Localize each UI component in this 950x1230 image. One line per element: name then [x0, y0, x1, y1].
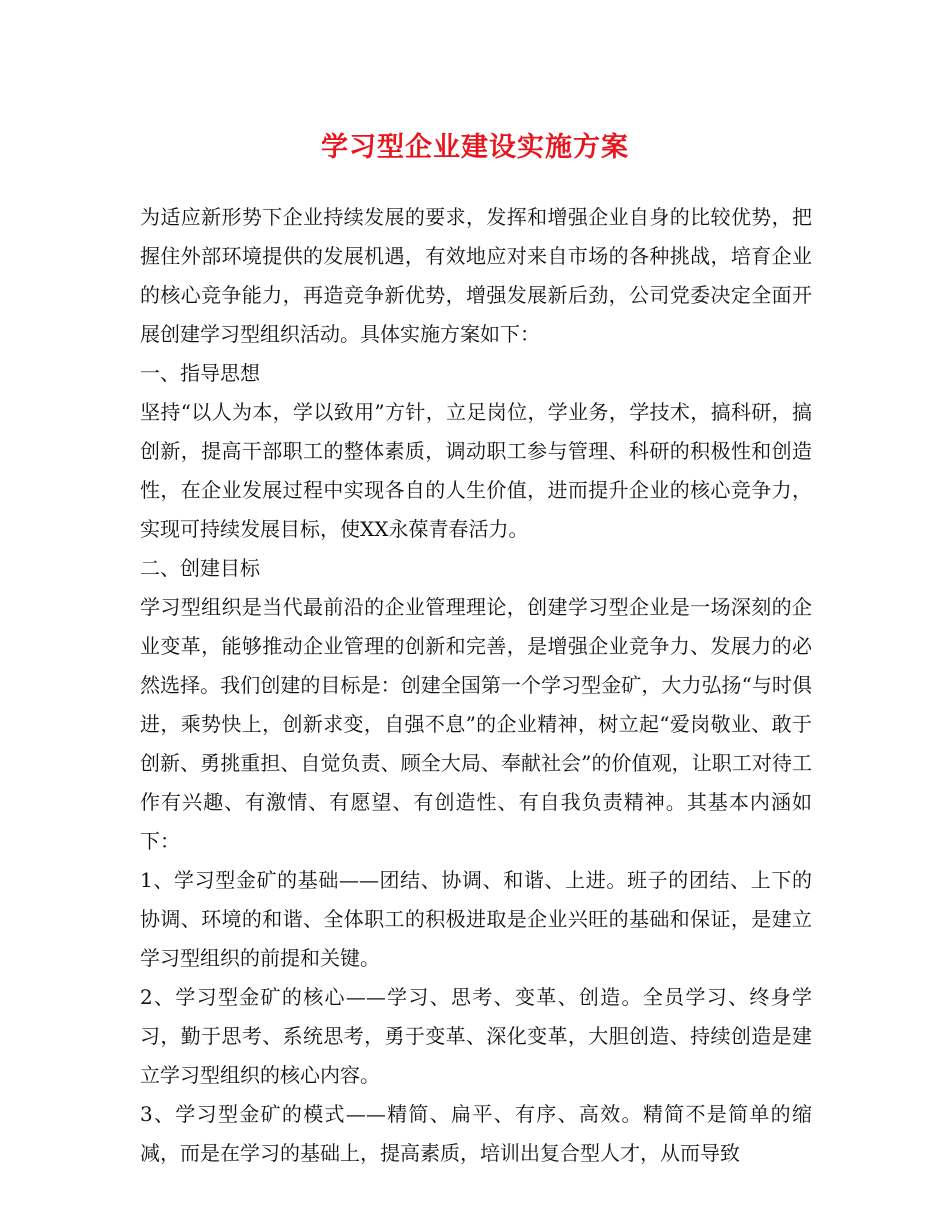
- intro-paragraph: 为适应新形势下企业持续发展的要求，发挥和增强企业自身的比较优势，把握住外部环境提供的发展机遇，有效地应对来自市场的各种挑战，培育企业的核心竞争能力，再造竞争新优势，增强发展新后劲，公司党委决定全面开展创建学习型组织活动。具体实施方案如下：: [140, 205, 812, 346]
- document-title: 学习型企业建设实施方案: [321, 132, 629, 163]
- guiding-ideology-paragraph: 坚持“以人为本，学以致用”方针，立足岗位，学业务，学技术，搞科研，搞创新，提高干部职工的整体素质，调动职工参与管理、科研的积极性和创造性，在企业发展过程中实现各自的人生价值，进而提升企业的核心竞争力，实现可持续发展目标，使XX永葆青春活力。: [140, 400, 812, 541]
- goals-paragraph: 学习型组织是当代最前沿的企业管理理论，创建学习型企业是一场深刻的企业变革，能够推动企业管理的创新和完善，是增强企业竞争力、发展力的必然选择。我们创建的目标是：创建全国第一个学习型金矿，大力弘扬“与时俱进，乘势快上，创新求变，自强不息”的企业精神，树立起“爱岗敬业、敢于创新、勇挑重担、自觉负责、顾全大局、奉献社会”的价值观，让职工对待工作有兴趣、有激情、有愿望、有创造性、有自我负责精神。其基本内涵如下：: [140, 595, 812, 853]
- list-item-foundation: 1、学习型金矿的基础——团结、协调、和谐、上进。班子的团结、上下的协调、环境的和谐、全体职工的积极进取是企业兴旺的基础和保证，是建立学习型组织的前提和关键。: [140, 868, 812, 970]
- document-body: [140, 198, 812, 1173]
- section-heading-goals: 二、创建目标: [140, 556, 260, 580]
- list-item-model: 3、学习型金矿的模式——精简、扁平、有序、高效。精简不是简单的缩减，而是在学习的基础上，提高素质，培训出复合型人才，从而导致: [140, 1102, 812, 1165]
- section-heading-guiding-ideology: 一、指导思想: [140, 361, 260, 385]
- list-item-core: 2、学习型金矿的核心——学习、思考、变革、创造。全员学习、终身学习，勤于思考、系统思考，勇于变革、深化变革，大胆创造、持续创造是建立学习型组织的核心内容。: [140, 985, 812, 1087]
